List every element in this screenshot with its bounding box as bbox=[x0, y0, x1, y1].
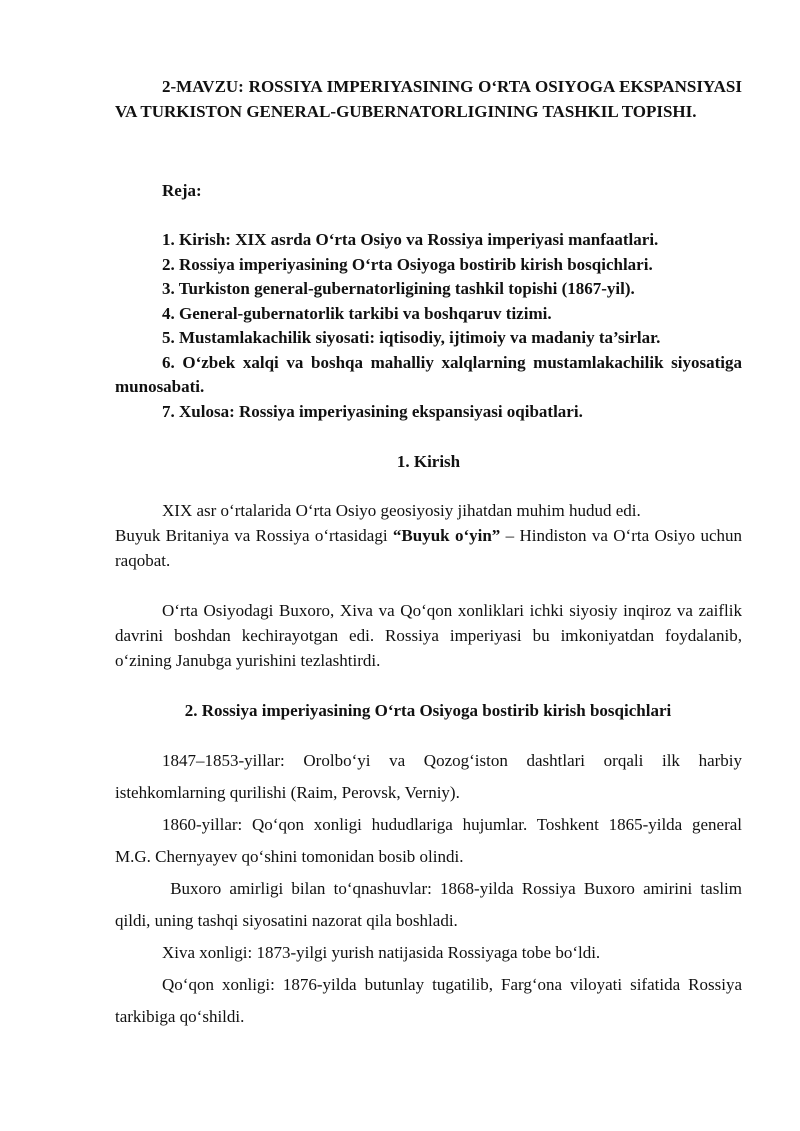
plan-item: 4. General-gubernatorlik tarkibi va boshqaruv tizimi. bbox=[162, 303, 552, 323]
section-2-paragraph: Qo‘qon xonligi: 1876-yilda butunlay tugatilib, Farg‘ona viloyati sifatida Rossiya tarkibiga qo‘shildi. bbox=[115, 975, 742, 1026]
section-2-paragraph: Xiva xonligi: 1873-yilgi yurish natijasida Rossiyaga tobe bo‘ldi. bbox=[162, 943, 601, 962]
p1-before: Buyuk Britaniya va Rossiya o‘rtasidagi bbox=[115, 526, 393, 545]
section-1-paragraph-2: O‘rta Osiyodagi Buxoro, Xiva va Qo‘qon xonliklari ichki siyosiy inqiroz va zaiflik davrini boshdan kechirayotgan edi. Rossiya imperiyasi bu imkoniyatdan foydalanib, o‘zining Janubga yurishini tezlashtirdi. bbox=[115, 601, 742, 670]
section-2-paragraph: Buxoro amirligi bilan to‘qnashuvlar: 1868-yilda Rossiya Buxoro amirini taslim qildi, uning tashqi siyosatini nazorat qila boshladi. bbox=[115, 879, 747, 930]
section-1-paragraph-1-line-1: XIX asr o‘rtalarida O‘rta Osiyo geosiyosiy jihatdan muhim hudud edi. bbox=[162, 501, 641, 520]
plan-item: 7. Xulosa: Rossiya imperiyasining ekspansiyasi oqibatlari. bbox=[162, 401, 583, 421]
section-1-heading: 1. Kirish bbox=[396, 452, 461, 471]
plan-list bbox=[115, 228, 742, 424]
p1-after: – Hindiston va O‘rta Osiyo uchun raqobat. bbox=[115, 526, 742, 570]
plan-item: 3. Turkiston general-gubernatorligining tashkil topishi (1867-yil). bbox=[162, 279, 635, 298]
plan-label: Reja: bbox=[162, 181, 202, 200]
section-2-heading: 2. Rossiya imperiyasining O‘rta Osiyoga bostirib kirish bosqichlari bbox=[184, 701, 672, 720]
plan-item: 2. Rossiya imperiyasining O‘rta Osiyoga bostirib kirish bosqichlari. bbox=[162, 254, 653, 274]
section-2-paragraph: 1860-yillar: Qo‘qon xonligi hududlariga hujumlar. Toshkent 1865-yilda general M.G. Chernyayev qo‘shini tomonidan bosib olindi. bbox=[115, 815, 742, 866]
page-title: 2-MAVZU: ROSSIYA IMPERIYASINING O‘RTA OSIYOGA EKSPANSIYASI VA TURKISTON GENERAL-GUBERNATORLIGINING TASHKIL TOPISHI. bbox=[115, 77, 742, 121]
section-1-paragraph-1 bbox=[115, 498, 742, 573]
plan-item: 5. Mustamlakachilik siyosati: iqtisodiy, ijtimoiy va madaniy ta’sirlar. bbox=[162, 328, 661, 347]
great-game-term: “Buyuk o‘yin” bbox=[392, 526, 501, 545]
plan-item: 1. Kirish: XIX asrda O‘rta Osiyo va Rossiya imperiyasi manfaatlari. bbox=[162, 230, 659, 249]
plan-item: 6. O‘zbek xalqi va boshqa mahalliy xalqlarning mustamlakachilik siyosatiga munosabati. bbox=[115, 352, 742, 396]
section-2-paragraph: 1847–1853-yillar: Orolbo‘yi va Qozog‘iston dashtlari orqali ilk harbiy istehkomlarning qurilishi (Raim, Perovsk, Verniy). bbox=[115, 751, 742, 802]
section-1-paragraph-1-rest bbox=[115, 523, 742, 573]
section-2-body bbox=[115, 745, 747, 1033]
